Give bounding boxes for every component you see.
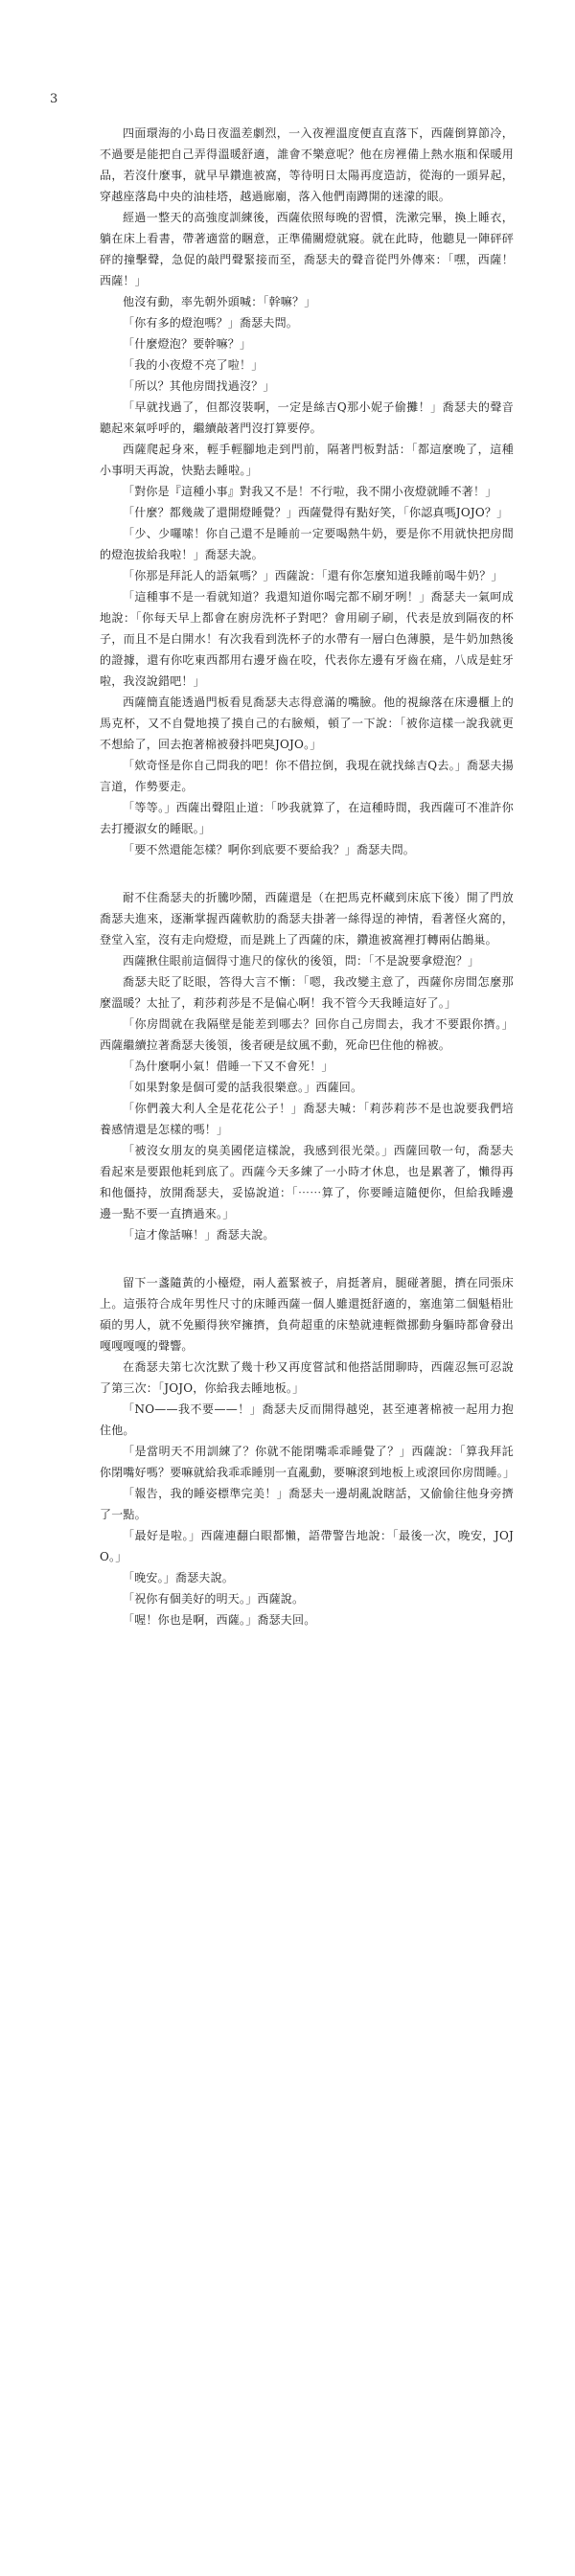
- paragraph: 他沒有動，率先朝外頭喊：「幹嘛？」: [123, 295, 316, 308]
- paragraph: 「喔！你也是啊，西薩。」喬瑟夫回。: [123, 1613, 316, 1627]
- paragraph: 「報告，我的睡姿標準完美！」喬瑟夫一邊胡亂說瞎話，又偷偷往他身旁擠了一點。: [100, 1487, 514, 1521]
- paragraph: 「你房間就在我隔壁是能差到哪去？回你自己房間去，我才不要跟你擠。」西薩繼續拉著喬瑟夫後領，後者硬是紋風不動，死命巴住他的棉被。: [100, 1017, 514, 1052]
- paragraph: 「這種事不是一看就知道？我還知道你喝完都不刷牙咧！」喬瑟夫一氣呵成地說：「你每天早上都會在廚房洗杯子對吧？會用刷子刷，代表是放到隔夜的杯子，而且不是白開水！有次我看到洗杯子的水帶有一層白色薄膜，是牛奶加熱後的證據，還有你吃東西都用右邊牙齒在咬，代表你左邊有牙齒在痛，八成是蛀牙啦，我沒說錯吧！」: [100, 590, 514, 688]
- paragraph: 西薩揪住眼前這個得寸進尺的傢伙的後領，問：「不是說要拿燈泡？」: [123, 954, 480, 968]
- story-section-3: [100, 1272, 514, 1630]
- paragraph: 留下一盞隨黃的小檯燈，兩人蓋緊被子，肩挺著肩，腿碰著腿，擠在同張床上。這張符合成年男性尺寸的床睡西薩一個人雖還挺舒適的，塞進第二個魁梧壯碩的男人，就不免顯得狹窄擁擠，負荷超重的床墊就連輕微挪動身軀時都會發出嘎嘎嘎嘎的聲響。: [100, 1276, 514, 1353]
- paragraph: 「我的小夜燈不亮了啦！」: [123, 358, 264, 372]
- paragraph: 「少、少囉嗦！你自己還不是睡前一定要喝熱牛奶，要是你不用就快把房間的燈泡拔給我啦！」喬瑟夫說。: [100, 527, 514, 561]
- paragraph: 在喬瑟夫第七次沈默了幾十秒又再度嘗試和他搭話閒聊時，西薩忍無可忍說了第三次：「JOJO，你給我去睡地板。」: [100, 1360, 514, 1395]
- paragraph: 「被沒女朋友的臭美國佬這樣說，我感到很光榮。」西薩回敬一句，喬瑟夫看起來是要跟他耗到底了。西薩今天多練了一小時才休息，也是累著了，懶得再和他僵持，放開喬瑟夫，妥協說道：「⋯⋯算了，你要睡這隨便你，但給我睡邊邊一點不要一直擠過來。」: [100, 1144, 514, 1220]
- paragraph: 「你那是拜託人的語氣嗎？」西薩說：「還有你怎麼知道我睡前喝牛奶？」: [123, 569, 503, 582]
- paragraph: 「要不然還能怎樣？啊你到底要不要給我？」喬瑟夫問。: [123, 843, 416, 856]
- paragraph: 「祝你有個美好的明天。」西薩說。: [123, 1592, 305, 1606]
- page-number: 3: [50, 92, 58, 106]
- paragraph: 「什麼燈泡？要幹嘛？」: [123, 337, 252, 351]
- paragraph: 「如果對象是個可愛的話我很樂意。」西薩回。: [123, 1081, 363, 1094]
- paragraph: 「為什麼啊小氣！借睡一下又不會死！」: [123, 1060, 334, 1073]
- paragraph: 「所以？其他房間找過沒？」: [123, 379, 275, 393]
- paragraph: 耐不住喬瑟夫的折騰吵鬧，西薩還是（在把馬克杯藏到床底下後）開了門放喬瑟夫進來，逐漸掌握西薩軟肋的喬瑟夫掛著一絲得逞的神情，看著怪火窩的，登堂入室，沒有走向燈燈，而是跳上了西薩的床，鑽進被窩裡打轉兩佔鵲巢。: [100, 891, 514, 946]
- paragraph: 「你有多的燈泡嗎？」喬瑟夫問。: [123, 316, 299, 330]
- story-section-1: [100, 123, 514, 860]
- paragraph: 喬瑟夫眨了眨眼，答得大言不慚：「嗯，我改變主意了，西薩你房間怎麼那麼溫暖？太扯了，莉莎莉莎是不是偏心啊！我不管今天我睡這好了。」: [100, 975, 514, 1010]
- paragraph: 「最好是啦。」西薩連翻白眼都懶，語帶警告地說：「最後一次，晚安，JOJO。」: [100, 1529, 514, 1563]
- paragraph: 「是當明天不用訓練了？你就不能閉嘴乖乖睡覺了？」西薩說：「算我拜託你閉嘴好嗎？要嘛就給我乖乖睡別一直亂動，要嘛滾到地板上或滾回你房間睡。」: [100, 1445, 516, 1479]
- paragraph: 「對你是『這種小事』對我又不是！不行啦，我不開小夜燈就睡不著！」: [123, 485, 497, 498]
- paragraph: 「欸奇怪是你自己問我的吧！你不借拉倒，我現在就找絲吉Q去。」喬瑟夫揚言道，作勢要走。: [100, 759, 514, 793]
- paragraph: 西薩簡直能透過門板看見喬瑟夫志得意滿的嘴臉。他的視線落在床邊櫃上的馬克杯，又不自覺地摸了摸自己的右臉頰，頓了一下說：「被你這樣一說我就更不想給了，回去抱著棉被發抖吧臭JOJO。」: [100, 695, 514, 751]
- story-text: [100, 123, 514, 1630]
- paragraph: 「等等。」西薩出聲阻止道：「吵我就算了，在這種時間，我西薩可不准許你去打擾淑女的睡眠。」: [100, 801, 514, 835]
- paragraph: 四面環海的小島日夜溫差劇烈，一入夜裡溫度便直直落下，西薩倒算節冷，不過要是能把自己弄得溫暖舒適，誰會不樂意呢？他在房裡備上熱水瓶和保暖用品，若沒什麼事，就早早鑽進被窩，等待明日太陽再度造訪，從海的一頭昇起，穿越座落島中央的油桂塔，越過廊廟，落入他們南蹲開的迷濛的眼。: [100, 126, 514, 203]
- story-section-2: [100, 887, 514, 1245]
- paragraph: 「晚安。」喬瑟夫說。: [123, 1571, 235, 1584]
- paragraph: 「這才像話嘛！」喬瑟夫說。: [123, 1228, 275, 1242]
- paragraph: 經過一整天的高強度訓練後，西薩依照每晚的習慣，洗漱完畢，換上睡衣，躺在床上看書，帶著適當的睏意，正準備關燈就寢。就在此時，他聽見一陣砰砰砰的撞擊聲，急促的敲門聲緊接而至，喬瑟夫的聲音從門外傳來：「嘿，西薩！西薩！」: [100, 211, 514, 287]
- paragraph: 「早就找過了，但都沒裝啊，一定是絲吉Q那小妮子偷攤！」喬瑟夫的聲音聽起來氣呼呼的，繼續敲著門沒打算要停。: [100, 400, 514, 435]
- paragraph: 西薩爬起身來，輕手輕腳地走到門前，隔著門板對話：「都這麼晚了，這種小事明天再說，快點去睡啦。」: [100, 443, 514, 477]
- paragraph: 「你們義大利人全是花花公子！」喬瑟夫喊：「莉莎莉莎不是也說要我們培養感情還是怎樣的嗎！」: [100, 1102, 514, 1136]
- paragraph: 「什麼？都幾歲了還開燈睡覺？」西薩覺得有點好笑，「你認真嗎JOJO？」: [123, 506, 509, 519]
- paragraph: 「NO——我不要——！」喬瑟夫反而開得越兇，甚至連著棉被一起用力抱住他。: [100, 1402, 514, 1437]
